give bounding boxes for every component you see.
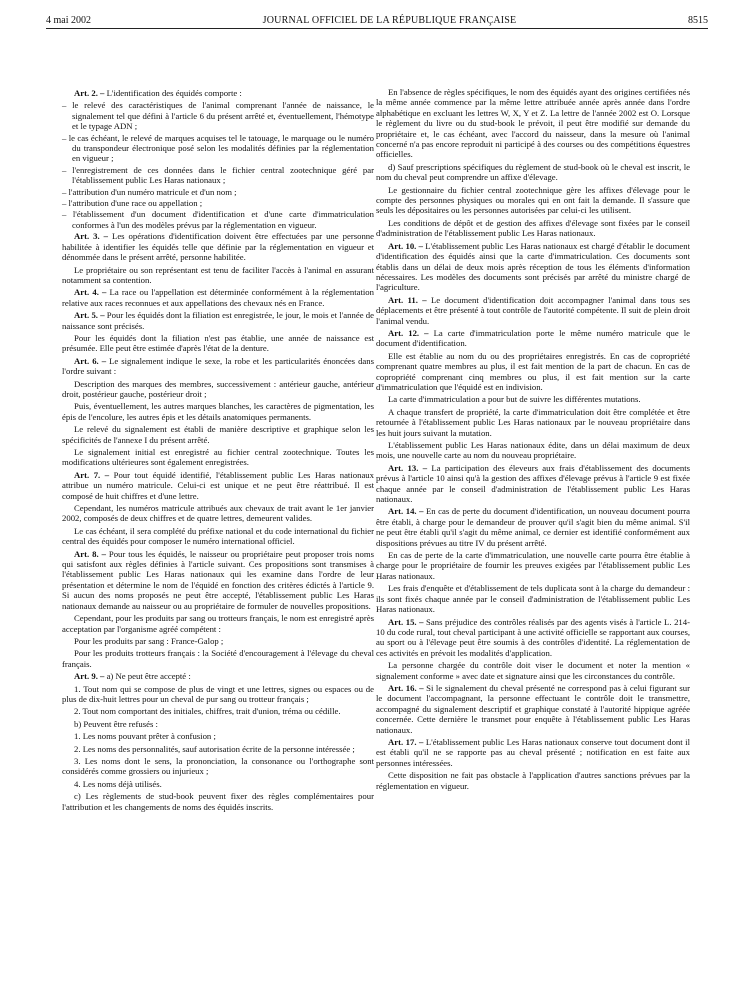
paragraph: b) Peuvent être refusés :: [74, 718, 158, 729]
article-10: Art. 10. – L'établissement public Les Haras nationaux est chargé d'établir le document d'identification des équidés ainsi que la carte d'immatriculation. Ces documents sont établis dans un délai de deux mois après réception de tous les éléments d'information nécessaires. Les modèles des documents sont précisés par arrêté du ministre chargé de l'agriculture.: [376, 240, 690, 293]
paragraph: 2. Les noms des personnalités, sauf autorisation écrite de la personne intéressée ;: [74, 743, 355, 754]
paragraph: La carte d'immatriculation a pour but de suivre les différentes mutations.: [388, 394, 641, 405]
article-4: Art. 4. – La race ou l'appellation est déterminée conformément à la réglementation relative aux races reconnues et aux appellations des chevaux nés en France.: [62, 287, 374, 308]
article-13: Art. 13. – La participation des éleveurs aux frais d'établissement des documents prévus à l'article 10 ainsi qu'à la gestion des affixes d'élevage prévus à l'article 9 est fixée chaque année par le conseil d'administration de l'établissement public Les Haras nationaux.: [376, 462, 690, 505]
article-3: Art. 3. – Les opérations d'identification doivent être effectuées par une personne habilitée à identifier les équidés telle que définie par la réglementation en vigueur et dénommée dans le présent arrêté, personne habilitée.: [62, 231, 374, 263]
header-rule: [46, 28, 708, 29]
paragraph: 4. Les noms déjà utilisés.: [74, 778, 162, 789]
paragraph: Cette disposition ne fait pas obstacle à l'application d'autres sanctions prévues par la réglementation en vigueur.: [376, 770, 690, 791]
paragraph: En l'absence de règles spécifiques, le nom des équidés ayant des origines certifiées nés la même année commence par la même lettre attribuée année après année dans l'ordre alphabétique en excluant les lettres W, X, Y et Z. La lettre de l'année 2002 est O. Lorsque le règlement du livre ou du stud-book le prévoit, il peut être modifié sur demande du propriétaire et, le cas échéant, avec l'accord du naisseur, dans la mesure où l'animal concerné n'a pas encore reproduit ni participé à des courses ou des compétitions équestres officielles.: [376, 87, 690, 160]
paragraph: Le propriétaire ou son représentant est tenu de faciliter l'accès à l'animal en assurant notamment sa contention.: [62, 264, 374, 285]
article-15: Art. 15. – Sans préjudice des contrôles réalisés par des agents visés à l'article L. 214-10 du code rural, tout cheval participant à une activité officielle se rapportant aux courses, au sport ou à l'élevage peut être soumis à des contrôles d'identité. La réglementation de ces activités en prévoit les modalités d'application.: [376, 616, 690, 658]
article-12: Art. 12. – La carte d'immatriculation porte le même numéro matricule que le document d'identification.: [376, 327, 690, 349]
left-column: [62, 88, 374, 814]
header-page-number: 8515: [687, 15, 708, 26]
paragraph: 1. Tout nom qui se compose de plus de vingt et une lettres, signes ou espaces ou de plus de dix-huit lettres pour un cheval de pur sang ou trotteur français ;: [62, 683, 374, 704]
paragraph: 1. Les noms pouvant prêter à confusion ;: [74, 731, 216, 742]
paragraph: Le gestionnaire du fichier central zootechnique gère les affixes d'élevage pour le compte des personnes physiques ou morales qui en ont fait la demande. Il s'assure que seuls les dépositaires ou les personnes autorisées par celui-ci les utilisent.: [376, 184, 690, 216]
paragraph: En cas de perte de la carte d'immatriculation, une nouvelle carte pourra être établie à charge pour le propriétaire de fournir les preuves exigées par l'établissement public Les Haras nationaux.: [376, 550, 690, 581]
paragraph: Puis, éventuellement, les autres marques blanches, les caractères de pigmentation, les épis de l'encolure, les autres épis et les détails anatomiques permanents.: [62, 401, 374, 422]
paragraph: Pour les équidés dont la filiation n'est pas établie, une année de naissance est présumée. Elle peut être estimée d'après l'état de la denture.: [62, 332, 374, 354]
article-16: Art. 16. – Si le signalement du cheval présenté ne correspond pas à celui figurant sur le document l'accompagnant, la personne effectuant le contrôle doit le transmettre, accompagné du signalement descriptif et graphique constaté à l'autorité hippique agréée concernée. Cette dernière le transmet pour enquête à l'établissement public Les Haras nationaux.: [376, 682, 690, 735]
paragraph: Elle est établie au nom du ou des propriétaires enregistrés. En cas de copropriété comprenant quatre membres au plus, il est fait mention de la part de chacun. En cas de copropriété comprenant cinq membres ou plus, il est fait mention sur la carte d'immatriculation que l'équidé est en indivision.: [376, 350, 690, 392]
header-date: 4 mai 2002: [46, 15, 91, 26]
article-9: Art. 9. – a) Ne peut être accepté :: [74, 671, 191, 682]
article-5: Art. 5. – Pour les équidés dont la filiation est enregistrée, le jour, le mois et l'année de naissance sont précisés.: [62, 310, 375, 331]
paragraph: Cependant, pour les produits par sang ou trotteurs français, le nom est enregistré après acceptation par l'organisme agréé compétent :: [62, 613, 374, 634]
paragraph: L'établissement public Les Haras nationaux édite, dans un délai maximum de deux mois, une nouvelle carte au nom du nouveau propriétaire.: [376, 440, 690, 461]
page-header: [46, 12, 708, 26]
list-item: – l'établissement d'un document d'identification et d'une carte d'immatriculation conformes à l'un des modèles prévus par la réglementation en vigueur.: [62, 209, 374, 230]
list-item: – l'attribution d'un numéro matricule et d'un nom ;: [62, 186, 237, 197]
list-item: – le relevé des caractéristiques de l'animal comprenant l'année de naissance, le signalement tel que défini à l'article 6 du présent arrêté et, éventuellement, l'hémotype et le typage ADN ;: [62, 100, 374, 132]
article-7: Art. 7. – Pour tout équidé identifié, l'établissement public Les Haras nationaux attribue un numéro matricule. Celui-ci est unique et ne peut être réattribué. Il est composé de huit chiffres et d'une lettre.: [62, 469, 374, 501]
list-item: – le cas échéant, le relevé de marques acquises tel le tatouage, le marquage ou le numéro du transpondeur électronique posé selon les modalités définies par la réglementation en vigueur ;: [62, 132, 374, 164]
article-17: Art. 17. – L'établissement public Les Haras nationaux conserve tout document dont il est établi qu'il ne se rapporte pas au cheval présenté ; notification en est faite aux personnes intéressées.: [376, 736, 690, 768]
paragraph: Pour les produits par sang : France-Galop ;: [74, 635, 224, 646]
paragraph: 3. Les noms dont le sens, la prononciation, la consonance ou l'orthographe sont considérés comme grossiers ou injurieux ;: [62, 755, 374, 777]
header-journal-title: JOURNAL OFFICIEL DE LA RÉPUBLIQUE FRANÇAISE: [262, 15, 517, 26]
paragraph: Pour les produits trotteurs français : la Société d'encouragement à l'élevage du cheval français.: [62, 648, 374, 669]
list-item: – l'attribution d'une race ou appellation ;: [62, 198, 203, 209]
list-item: – l'enregistrement de ces données dans le fichier central zootechnique géré par l'établissement public Les Haras nationaux ;: [62, 164, 374, 186]
paragraph: Le cas échéant, il sera complété du préfixe national et du code international du fichier central des équidés pour composer le numéro international officiel.: [62, 525, 374, 547]
paragraph: La personne chargée du contrôle doit viser le document et noter la mention « signalement conforme » avec date et signature ainsi que les circonstances du contrôle.: [376, 660, 690, 681]
paragraph: A chaque transfert de propriété, la carte d'immatriculation doit être complétée et être retournée à l'établissement public Les Haras nationaux par le nouveau propriétaire dans les huit jours suivant la mutation.: [376, 406, 690, 438]
paragraph: Les frais d'enquête et d'établissement de tels duplicata sont à la charge du demandeur : ils sont fixés chaque année par le conseil d'administration de l'établissement public Les Haras nationaux.: [376, 583, 690, 615]
paragraph: Les conditions de dépôt et de gestion des affixes d'élevage sont fixées par le conseil d'administration de l'établissement public Les Haras nationaux.: [376, 217, 690, 239]
paragraph: d) Sauf prescriptions spécifiques du règlement de stud-book où le cheval est inscrit, le nom du cheval peut comprendre un affixe d'élevage.: [376, 161, 690, 183]
article-6: Art. 6. – Le signalement indique le sexe, la robe et les particularités énoncées dans l'ordre suivant :: [62, 355, 374, 377]
paragraph: Cependant, les numéros matricule attribués aux chevaux de trait avant le 1er janvier 2002, composés de deux chiffres et de quatre lettres, demeurent valides.: [62, 503, 374, 524]
article-14: Art. 14. – En cas de perte du document d'identification, un nouveau document pourra être établi, à charge pour le demandeur de prouver qu'il s'agit bien du même animal. S'il ne peut être établi qu'il s'agit du même animal, ce dernier est identifié conformément aux dispositions prévues au titre IV du présent arrêté.: [376, 506, 690, 548]
paragraph: c) Les règlements de stud-book peuvent fixer des règles complémentaires pour l'attribution et les changements de noms des équidés inscrits.: [62, 791, 374, 812]
right-column: [376, 87, 690, 793]
paragraph: 2. Tout nom comportant des initiales, chiffres, trait d'union, tréma ou cédille.: [74, 706, 341, 717]
paragraph: Le signalement initial est enregistré au fichier central zootechnique. Toutes les modifications ultérieures sont également enregistrées.: [62, 447, 374, 468]
paragraph: Le relevé du signalement est établi de manière descriptive et graphique selon les spécificités de l'annexe I du présent arrêté.: [62, 424, 374, 445]
paragraph: Description des marques des membres, successivement : antérieur gauche, antérieur droit, postérieur gauche, postérieur droit ;: [62, 378, 374, 399]
article-11: Art. 11. – Le document d'identification doit accompagner l'animal dans tous ses déplacements et être présenté à tout contrôle de l'autorité compétente. Il suit de plein droit l'animal vendu.: [376, 294, 690, 326]
article-8: Art. 8. – Pour tous les équidés, le naisseur ou propriétaire peut proposer trois noms qui satisfont aux règles définies à l'article suivant. Ces propositions sont transmises à l'établissement public Les Haras nationaux qui les examine dans l'ordre de leur présentation et détermine le nom de l'équidé en fonction des critères édictés à l'article 9. Si aucun des noms proposés ne peut être accepté, l'établissement public Les Haras nationaux demande au naisseur ou au propriétaire de formuler de nouvelles propositions.: [62, 548, 374, 611]
article-2: Art. 2. – L'identification des équidés comporte :: [74, 88, 242, 98]
